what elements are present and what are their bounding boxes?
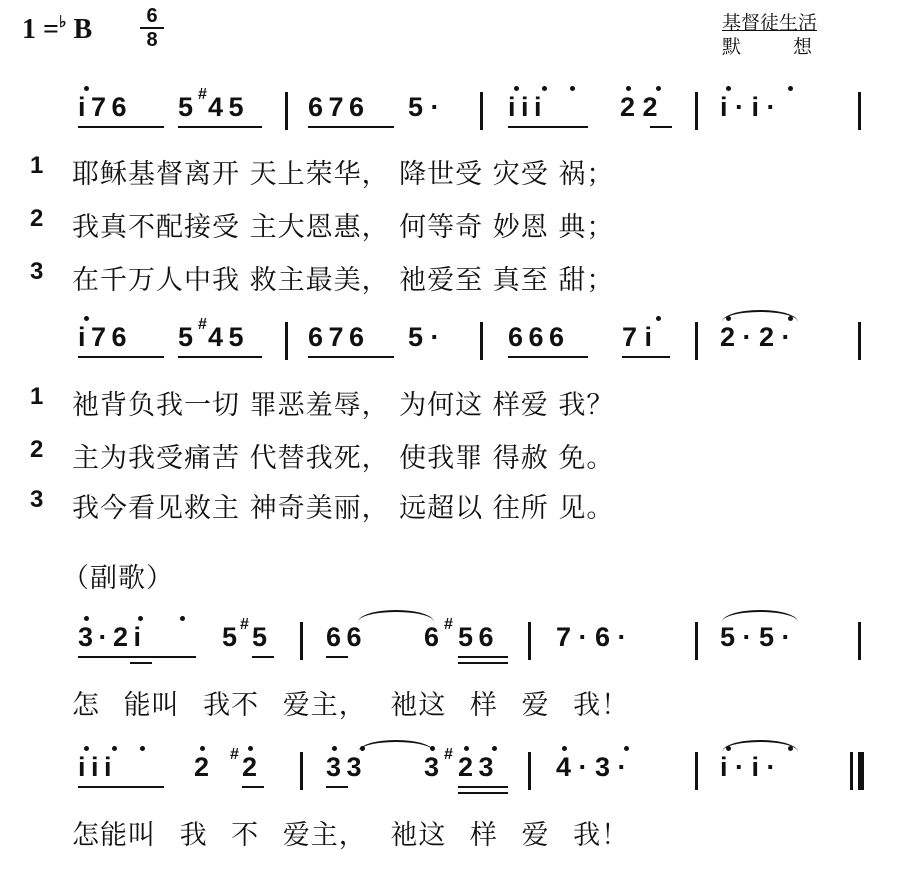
- barline: [300, 752, 303, 790]
- note-group: 6 6: [326, 622, 362, 652]
- barline: [480, 92, 483, 130]
- underline: [458, 662, 508, 664]
- octave-dot: [626, 86, 631, 91]
- underline: [130, 662, 152, 664]
- publisher: 基督徒生活: [722, 12, 818, 34]
- octave-dot: [492, 746, 497, 751]
- octave-dot: [514, 86, 519, 91]
- lyric-line: 耶稣基督离开 天上荣华， 降世受 灾受 祸；: [72, 159, 615, 190]
- underline: [622, 356, 670, 358]
- tie-arc: [722, 740, 798, 752]
- note-group: 6 7 6: [308, 322, 365, 352]
- octave-dot: [84, 746, 89, 751]
- barline: [858, 92, 861, 130]
- octave-dot: [624, 746, 629, 751]
- underline: [78, 126, 164, 128]
- chorus-lyric-2: 怎能叫 我 不 爱主， 祂这 样 爱 我！: [72, 820, 630, 851]
- barline: [285, 322, 288, 360]
- chorus-label: （副歌）: [62, 563, 174, 594]
- final-barline-thin: [850, 752, 853, 790]
- verse-number: 2: [30, 436, 44, 463]
- octave-dot: [140, 746, 145, 751]
- note: 5 ·: [408, 322, 440, 352]
- flat-sign: ♭: [58, 14, 67, 31]
- verse-number: 3: [30, 486, 44, 513]
- note-group: 2 · 2 ·: [720, 322, 791, 352]
- underline: [458, 656, 508, 658]
- author: 默想: [722, 36, 865, 58]
- barline: [480, 322, 483, 360]
- barline: [300, 622, 303, 660]
- tie-arc: [358, 740, 434, 752]
- sharp-sign: #: [444, 746, 453, 763]
- underline: [78, 656, 196, 658]
- underline: [178, 126, 262, 128]
- note-group: i i i: [78, 752, 112, 782]
- time-bottom: 8: [146, 29, 158, 51]
- note: 5: [178, 92, 194, 122]
- octave-dot: [200, 746, 205, 751]
- note: 5 ·: [408, 92, 440, 122]
- note-group: i 7 6: [78, 322, 127, 352]
- octave-dot: [84, 86, 89, 91]
- octave-dot: [464, 746, 469, 751]
- key-signature: [22, 14, 92, 46]
- lyric-line: 祂背负我一切 罪恶羞辱， 为何这 样爱 我？: [72, 390, 615, 421]
- final-barline-thick: [858, 752, 864, 790]
- note: 2: [242, 752, 258, 782]
- tie-arc: [358, 610, 434, 622]
- lyric-line: 主为我受痛苦 代替我死， 使我罪 得赦 免。: [72, 443, 615, 474]
- octave-dot: [248, 746, 253, 751]
- octave-dot: [788, 86, 793, 91]
- note: 3: [424, 752, 440, 782]
- octave-dot: [562, 746, 567, 751]
- barline: [695, 322, 698, 360]
- octave-dot: [84, 316, 89, 321]
- note-group: 2 3: [458, 752, 494, 782]
- barline: [528, 622, 531, 660]
- note-group: 4 · 3 ·: [556, 752, 627, 782]
- sharp-sign: #: [230, 746, 239, 763]
- chorus-lyric-1: 怎 能叫 我不 爱主， 祂这 样 爱 我！: [72, 690, 630, 721]
- note-group: 5 · 5 ·: [720, 622, 791, 652]
- octave-dot: [570, 86, 575, 91]
- time-top: 6: [146, 5, 158, 27]
- barline: [528, 752, 531, 790]
- tie-arc: [722, 610, 798, 622]
- underline: [178, 356, 262, 358]
- underline: [326, 786, 348, 788]
- note-group: 6 7 6: [308, 92, 365, 122]
- note-group: 7 · 6 ·: [556, 622, 627, 652]
- note: 6: [424, 622, 440, 652]
- note-group: 3 · 2 i: [78, 622, 142, 652]
- note-group: 4 5: [208, 322, 244, 352]
- time-signature: [140, 6, 164, 50]
- note-group: i · i ·: [720, 92, 776, 122]
- octave-dot: [656, 86, 661, 91]
- octave-dot: [180, 616, 185, 621]
- underline: [508, 126, 588, 128]
- underline: [242, 786, 264, 788]
- verse-number: 2: [30, 205, 44, 232]
- note: 5: [178, 322, 194, 352]
- octave-dot: [84, 616, 89, 621]
- note-group: 5 6: [458, 622, 494, 652]
- note: 5: [222, 622, 238, 652]
- underline: [458, 786, 508, 788]
- underline: [78, 786, 164, 788]
- underline: [508, 356, 588, 358]
- verse-number: 3: [30, 258, 44, 285]
- notation-line-4: [0, 746, 900, 812]
- verse-number: 1: [30, 383, 44, 410]
- octave-dot: [656, 316, 661, 321]
- underline: [308, 356, 394, 358]
- sharp-sign: #: [198, 316, 207, 333]
- note-group: i i i: [508, 92, 542, 122]
- notation-line-2: [0, 316, 900, 382]
- underline: [252, 656, 274, 658]
- octave-dot: [726, 86, 731, 91]
- octave-dot: [112, 746, 117, 751]
- key-label: 1 =: [22, 14, 59, 45]
- barline: [285, 92, 288, 130]
- underline: [308, 126, 394, 128]
- barline: [695, 752, 698, 790]
- barline: [858, 322, 861, 360]
- key-note: B: [73, 14, 93, 45]
- barline: [695, 92, 698, 130]
- note-group: 7 i: [622, 322, 653, 352]
- underline: [458, 792, 508, 794]
- octave-dot: [138, 616, 143, 621]
- note-group: 6 6 6: [508, 322, 565, 352]
- lyric-line: 我真不配接受 主大恩惠， 何等奇 妙恩 典；: [72, 212, 615, 243]
- underline: [326, 656, 348, 658]
- note: 5: [252, 622, 268, 652]
- note-group: 3 3: [326, 752, 362, 782]
- note: 2: [194, 752, 210, 782]
- note-group: i · i ·: [720, 752, 776, 782]
- verse-number: 1: [30, 152, 44, 179]
- tie-arc: [722, 310, 798, 322]
- note-group: 2 2: [620, 92, 658, 122]
- octave-dot: [332, 746, 337, 751]
- notation-line-3: [0, 616, 900, 682]
- sharp-sign: #: [444, 616, 453, 633]
- notation-line-1: [0, 86, 900, 152]
- note-group: i 7 6: [78, 92, 127, 122]
- sharp-sign: #: [198, 86, 207, 103]
- barline: [858, 622, 861, 660]
- lyric-line: 我今看见救主 神奇美丽， 远超以 往所 见。: [72, 493, 615, 524]
- note-group: 4 5: [208, 92, 244, 122]
- underline: [78, 356, 164, 358]
- underline: [650, 126, 672, 128]
- octave-dot: [542, 86, 547, 91]
- barline: [695, 622, 698, 660]
- sharp-sign: #: [240, 616, 249, 633]
- lyric-line: 在千万人中我 救主最美， 祂爱至 真至 甜；: [72, 265, 615, 296]
